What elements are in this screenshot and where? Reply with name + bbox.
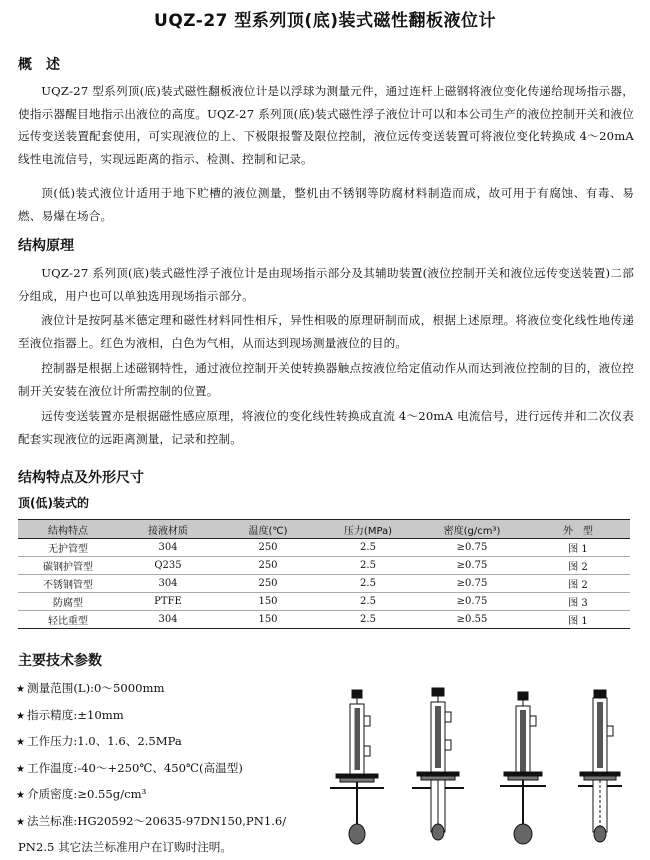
table-cell: 防腐型 <box>18 593 118 611</box>
table-cell: 图 1 <box>526 539 630 557</box>
table-cell: 不锈钢管型 <box>18 575 118 593</box>
principle-paragraph-2: 液位计是按阿基米德定理和磁性材料同性相斥，异性相吸的原理研制而成，根据上述原理。将液位变化线性地传递至液位指器上。红色为液相，白色为气相，从而达到现场测量液位的目的。 <box>18 313 634 350</box>
param-text: 工作压力:1.0、1.6、2.5MPa <box>26 734 182 748</box>
list-item <box>16 809 326 836</box>
table-cell: ≥0.75 <box>418 557 526 575</box>
spec-header-structure: 结构特点 <box>18 520 118 539</box>
spec-header-pressure: 压力(MPa) <box>318 520 418 539</box>
table-cell: 2.5 <box>318 611 418 629</box>
table-cell: ≥0.55 <box>418 611 526 629</box>
star-icon: ★ <box>16 684 25 695</box>
table-row <box>18 593 630 611</box>
principle-paragraph-4: 远传变送装置亦是根据磁性感应原理，将液位的变化线性转换成直流 4～20mA 电流信号，进行远传并和二次仪表配套实现液位的远距离测量，记录和控制。 <box>18 409 634 446</box>
spec-header-density: 密度(g/cm³) <box>418 520 526 539</box>
table-cell: 图 2 <box>526 575 630 593</box>
param-text: 指示精度:±10mm <box>26 707 124 722</box>
principle-heading: 结构原理 <box>18 238 74 254</box>
params-heading: 主要技术参数 <box>18 653 102 669</box>
star-icon: ★ <box>16 816 25 828</box>
table-cell: 304 <box>118 611 218 629</box>
table-cell: 150 <box>218 611 318 629</box>
param-text: 工作温度:-40～+250℃、450℃(高温型) <box>26 760 243 775</box>
star-icon: ★ <box>16 710 25 722</box>
list-item <box>16 782 326 809</box>
table-cell: 图 3 <box>526 593 630 611</box>
table-cell: 250 <box>218 539 318 557</box>
spec-header-temperature: 温度(℃) <box>218 520 318 539</box>
principle-paragraph-1: UQZ-27 系列顶(底)装式磁性浮子液位计是由现场指示部分及其辅助装置(液位控制开关和液位远传变送装置)二部分组成，用户也可以单独选用现场指示部分。 <box>18 266 634 303</box>
list-item <box>16 756 326 783</box>
spec-header-material: 接液材质 <box>118 520 218 539</box>
table-cell: 图 2 <box>526 557 630 575</box>
level-gauge-drawings <box>330 686 640 846</box>
table-cell: 2.5 <box>318 593 418 611</box>
overview-paragraph-2: 顶(低)装式液位计适用于地下贮槽的液位测量，整机由不锈钢等防腐材料制造而成，故可用于有腐蚀、有毒、易燃、易爆在场合。 <box>18 186 634 223</box>
star-icon: ★ <box>16 790 25 801</box>
table-cell: 2.5 <box>318 575 418 593</box>
params-list <box>16 676 326 860</box>
table-cell: 无护管型 <box>18 539 118 557</box>
table-cell: PTFE <box>118 593 218 611</box>
star-icon: ★ <box>16 763 25 775</box>
table-cell: 碳钢护管型 <box>18 557 118 575</box>
list-item <box>16 703 326 730</box>
param-text: 介质密度:≥0.55g/cm³ <box>26 787 147 801</box>
overview-paragraph-1: UQZ-27 型系列顶(底)装式磁性翻板液位计是以浮球为测量元件，通过连杆上磁钢将液位变化传递给现场指示器，使指示器醒目地指示出液位的高度。UQZ-27 系列顶(底)装式磁性浮子液位计可以和本公司生产的液位控制开关和液位远传变送装置配套使用，可实现液位的上、下极限报警及限位控制，液位远传变送装置可将液位变化转换成 4～20mA 线性电流信号，实现远距离的指示、检测、控制和记录。 <box>18 84 634 166</box>
features-heading: 结构特点及外形尺寸 <box>18 470 144 486</box>
table-cell: 250 <box>218 575 318 593</box>
table-cell: Q235 <box>118 557 218 575</box>
page-title: UQZ-27 型系列顶(底)装式磁性翻板液位计 <box>154 11 496 31</box>
gauge-drawing-1 <box>330 690 384 844</box>
table-cell: 2.5 <box>318 557 418 575</box>
param-text: 法兰标准:HG20592～20635-97DN150,PN1.6/ <box>26 813 287 828</box>
table-row <box>18 539 630 557</box>
star-icon: ★ <box>16 737 25 748</box>
gauge-drawing-2 <box>412 688 464 840</box>
table-cell: ≥0.75 <box>418 593 526 611</box>
table-row <box>18 575 630 593</box>
list-item-continuation: PN2.5 其它法兰标准用户在订购时注明。 <box>18 840 232 854</box>
table-cell: 304 <box>118 539 218 557</box>
table-cell: 轻比重型 <box>18 611 118 629</box>
overview-heading: 概 述 <box>18 57 60 73</box>
spec-table <box>18 519 630 629</box>
gauge-drawing-3 <box>500 692 546 844</box>
table-cell: 图 1 <box>526 611 630 629</box>
table-cell: 2.5 <box>318 539 418 557</box>
spec-table-header-row <box>18 520 630 539</box>
list-item <box>16 729 326 756</box>
table-cell: 150 <box>218 593 318 611</box>
table-cell: 250 <box>218 557 318 575</box>
table-cell: 304 <box>118 575 218 593</box>
gauge-drawing-4 <box>578 690 622 842</box>
list-item <box>16 676 326 703</box>
spec-header-shape: 外 型 <box>526 520 630 539</box>
table-cell: ≥0.75 <box>418 575 526 593</box>
table-row <box>18 557 630 575</box>
table-row <box>18 611 630 629</box>
param-text: 测量范围(L):0～5000mm <box>26 681 165 695</box>
features-subheading: 顶(低)装式的 <box>18 496 89 510</box>
principle-paragraph-3: 控制器是根据上述磁钢特性，通过液位控制开关使转换器触点按液位给定值动作从而达到液位控制的目的，液位控制开关安装在液位计所需控制的位置。 <box>18 361 634 398</box>
table-cell: ≥0.75 <box>418 539 526 557</box>
